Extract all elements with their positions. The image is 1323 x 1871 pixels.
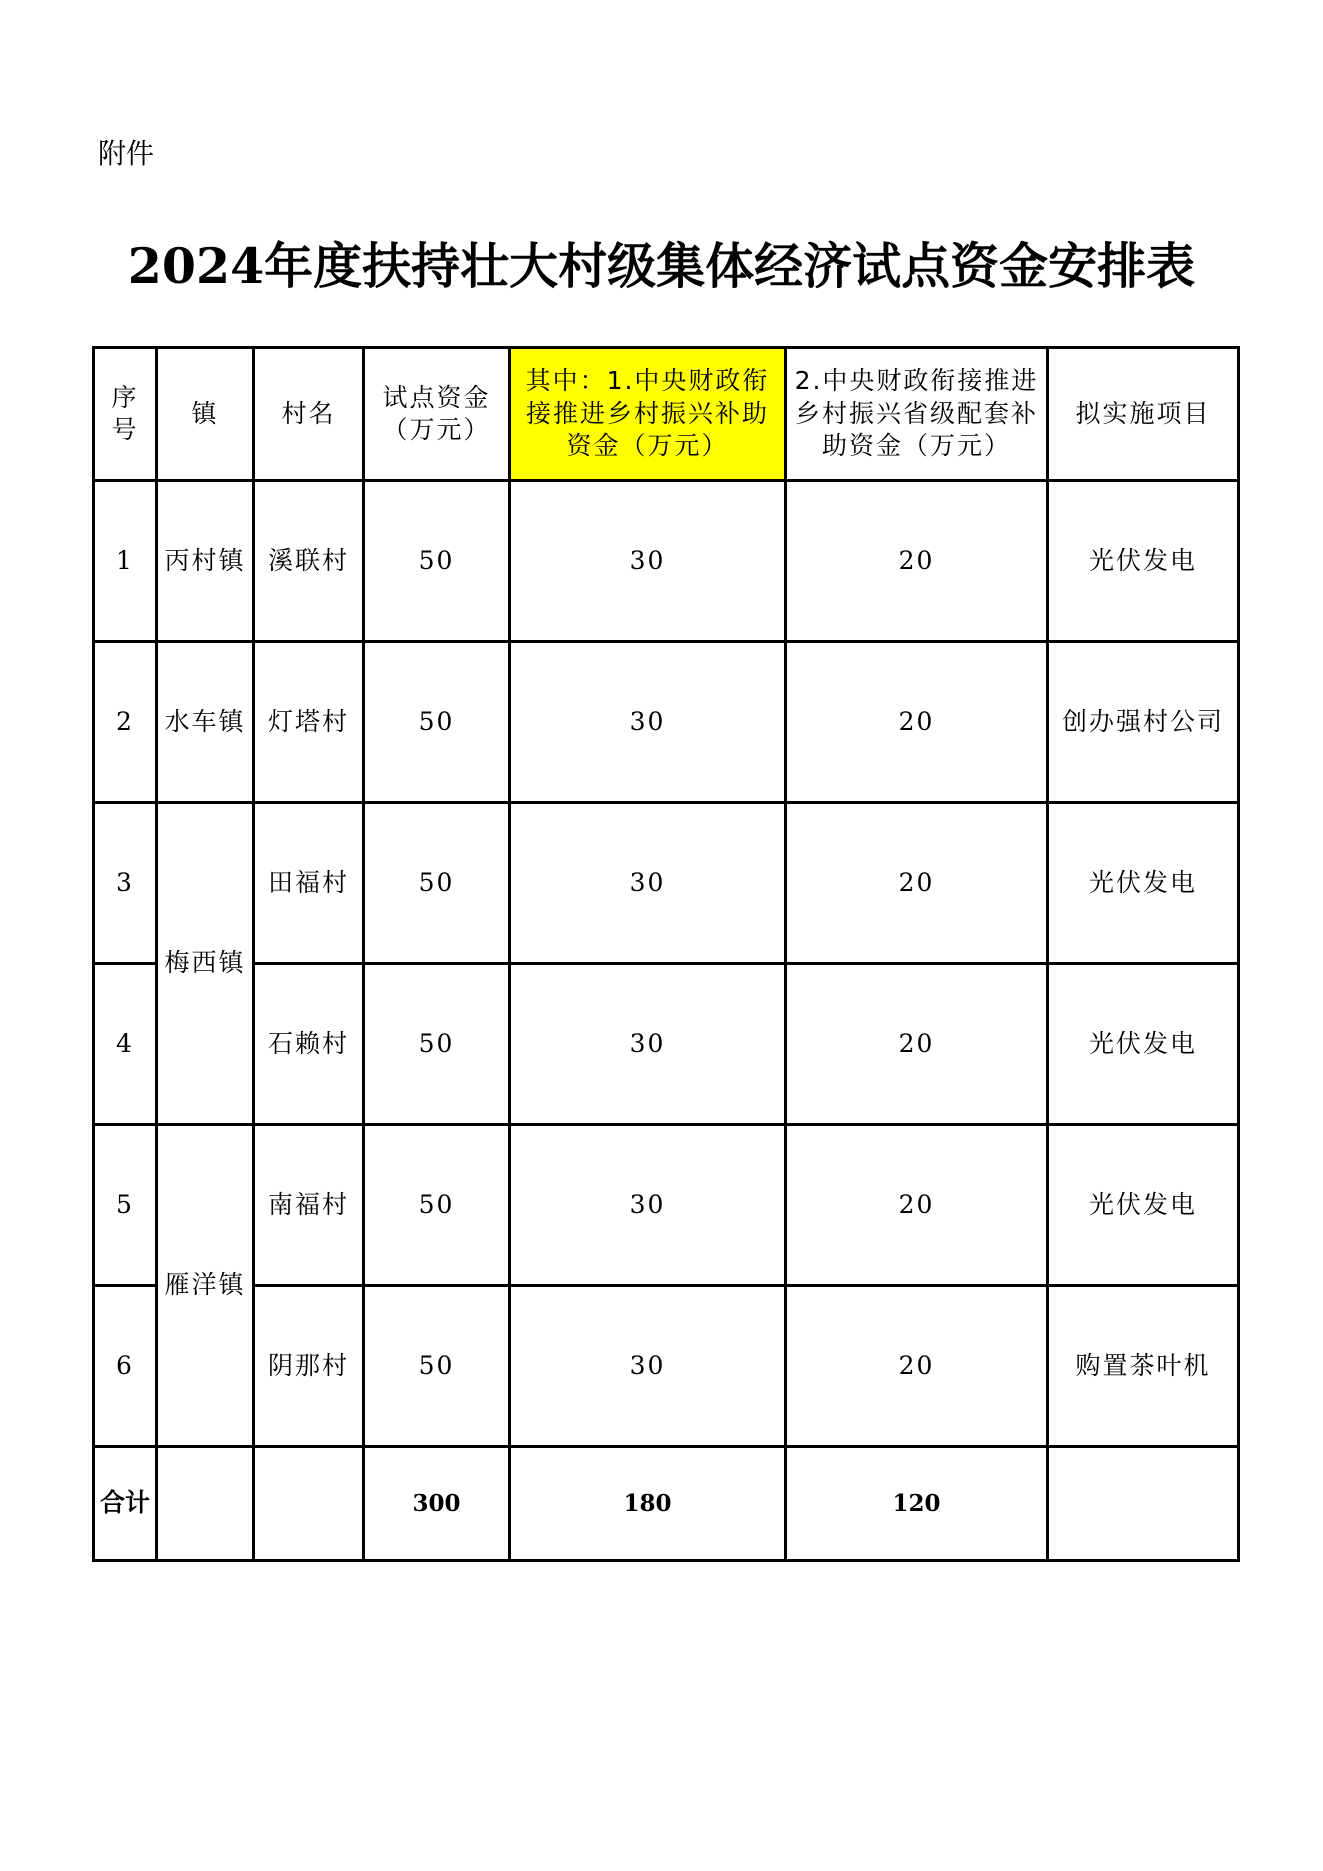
header-project: 拟实施项目 bbox=[1048, 348, 1239, 481]
cell-village: 阴那村 bbox=[254, 1286, 364, 1447]
funding-table bbox=[92, 346, 1240, 1562]
cell-project: 光伏发电 bbox=[1048, 481, 1239, 642]
cell-seq: 4 bbox=[94, 964, 157, 1125]
cell-pilot: 50 bbox=[364, 1125, 510, 1286]
cell-project: 光伏发电 bbox=[1048, 964, 1239, 1125]
header-row bbox=[94, 348, 1239, 481]
total-central: 180 bbox=[510, 1447, 786, 1561]
header-village: 村名 bbox=[254, 348, 364, 481]
header-pilot-funds: 试点资金（万元） bbox=[364, 348, 510, 481]
header-seq: 序号 bbox=[94, 348, 157, 481]
cell-pilot: 50 bbox=[364, 1286, 510, 1447]
total-provincial: 120 bbox=[786, 1447, 1048, 1561]
cell-project: 购置茶叶机 bbox=[1048, 1286, 1239, 1447]
total-project-empty bbox=[1048, 1447, 1239, 1561]
table-row bbox=[94, 642, 1239, 803]
total-row bbox=[94, 1447, 1239, 1561]
table-row bbox=[94, 481, 1239, 642]
cell-village: 田福村 bbox=[254, 803, 364, 964]
cell-village: 溪联村 bbox=[254, 481, 364, 642]
cell-provincial: 20 bbox=[786, 803, 1048, 964]
table-row bbox=[94, 1286, 1239, 1447]
total-label: 合计 bbox=[94, 1447, 157, 1561]
cell-central: 30 bbox=[510, 803, 786, 964]
cell-town: 梅西镇 bbox=[157, 803, 254, 1125]
cell-project: 创办强村公司 bbox=[1048, 642, 1239, 803]
cell-provincial: 20 bbox=[786, 1286, 1048, 1447]
cell-pilot: 50 bbox=[364, 964, 510, 1125]
cell-seq: 1 bbox=[94, 481, 157, 642]
cell-seq: 6 bbox=[94, 1286, 157, 1447]
cell-provincial: 20 bbox=[786, 481, 1048, 642]
table-row bbox=[94, 964, 1239, 1125]
total-town-empty bbox=[157, 1447, 254, 1561]
cell-central: 30 bbox=[510, 642, 786, 803]
cell-provincial: 20 bbox=[786, 642, 1048, 803]
cell-pilot: 50 bbox=[364, 642, 510, 803]
header-town: 镇 bbox=[157, 348, 254, 481]
cell-seq: 3 bbox=[94, 803, 157, 964]
cell-village: 石赖村 bbox=[254, 964, 364, 1125]
header-provincial-funds: 2.中央财政衔接推进乡村振兴省级配套补助资金（万元） bbox=[786, 348, 1048, 481]
total-pilot: 300 bbox=[364, 1447, 510, 1561]
cell-town: 雁洋镇 bbox=[157, 1125, 254, 1447]
table-row bbox=[94, 1125, 1239, 1286]
cell-project: 光伏发电 bbox=[1048, 803, 1239, 964]
table-row bbox=[94, 803, 1239, 964]
total-village-empty bbox=[254, 1447, 364, 1561]
cell-central: 30 bbox=[510, 964, 786, 1125]
cell-central: 30 bbox=[510, 1125, 786, 1286]
cell-central: 30 bbox=[510, 481, 786, 642]
page-title: 2024年度扶持壮大村级集体经济试点资金安排表 bbox=[127, 237, 1196, 295]
attachment-label: 附件 bbox=[98, 137, 155, 170]
header-central-funds: 其中：1.中央财政衔接推进乡村振兴补助资金（万元） bbox=[510, 348, 786, 481]
cell-pilot: 50 bbox=[364, 803, 510, 964]
cell-central: 30 bbox=[510, 1286, 786, 1447]
cell-seq: 2 bbox=[94, 642, 157, 803]
cell-provincial: 20 bbox=[786, 964, 1048, 1125]
cell-provincial: 20 bbox=[786, 1125, 1048, 1286]
cell-seq: 5 bbox=[94, 1125, 157, 1286]
cell-pilot: 50 bbox=[364, 481, 510, 642]
cell-village: 南福村 bbox=[254, 1125, 364, 1286]
cell-town: 丙村镇 bbox=[157, 481, 254, 642]
cell-village: 灯塔村 bbox=[254, 642, 364, 803]
cell-project: 光伏发电 bbox=[1048, 1125, 1239, 1286]
cell-town: 水车镇 bbox=[157, 642, 254, 803]
